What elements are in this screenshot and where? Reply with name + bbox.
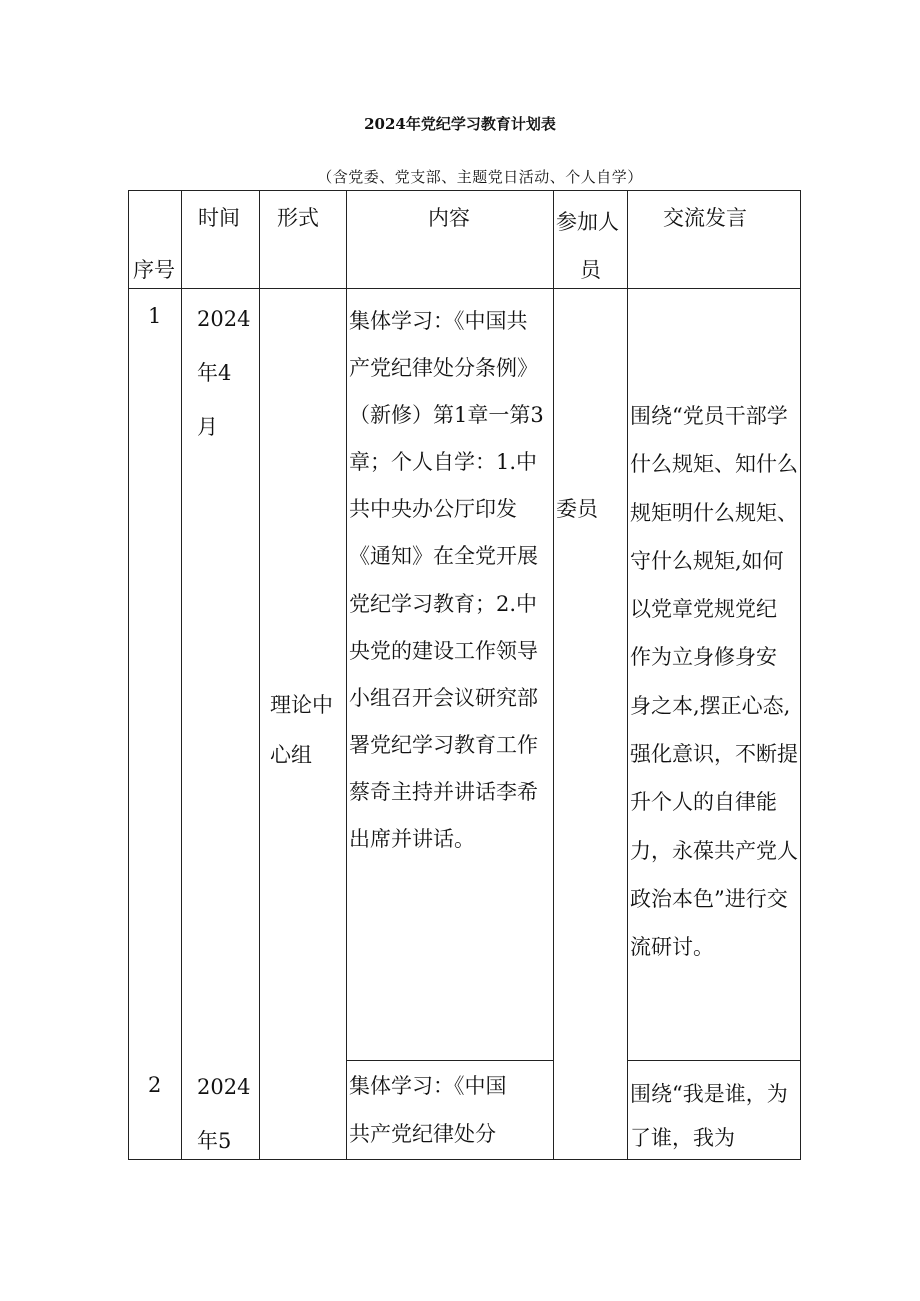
header-time: 时间: [198, 206, 240, 230]
document-title: 2024年党纪学习教育计划表: [364, 115, 556, 133]
header-participants-cont: 员: [580, 258, 601, 282]
header-content: 内容: [428, 206, 470, 230]
row-1-content: 集体学习：《中国共 产党纪律处分条例》 （新修）第1章一第3 章；个人自学：1.中 共中央办公厅印发 《通知》在全党开展 党纪学习教育；2.中 央党的建设工作领导 小组召开会议研究部 署党纪学习教育工作 蔡奇主持并讲话李希 出席并讲话。: [349, 309, 544, 852]
row-1-seq: 1: [148, 304, 162, 328]
header-participants: 参加人: [556, 210, 619, 234]
row-2-speech: 围绕“我是谁，为 了谁，我为: [630, 1082, 788, 1150]
row-2-time: 2024 年5: [197, 1075, 251, 1153]
row-1-time: 2024 年4 月: [197, 307, 251, 439]
column-divider-2: [259, 190, 260, 1160]
table-border-right: [800, 190, 801, 1160]
row-2-seq: 2: [148, 1073, 162, 1097]
header-form: 形式: [277, 206, 319, 230]
column-divider-4: [553, 190, 554, 1160]
row-divider-speech: [627, 1060, 801, 1061]
column-divider-1: [181, 190, 182, 1160]
column-divider-5: [627, 190, 628, 1160]
column-divider-3: [346, 190, 347, 1160]
header-seq: 序号: [133, 258, 175, 282]
table-border-top: [128, 190, 801, 191]
table-header-divider: [128, 288, 801, 289]
document-subtitle: （含党委、党支部、主题党日活动、个人自学）: [317, 168, 643, 186]
row-divider-content: [346, 1060, 553, 1061]
table-border-left: [128, 190, 129, 1160]
row-2-content: 集体学习：《中国 共产党纪律处分: [349, 1074, 507, 1146]
header-speech: 交流发言: [663, 206, 747, 230]
row-1-speech: 围绕“党员干部学 什么规矩、知什么 规矩明什么规矩、 守什么规矩,如何 以党章党规党纪 作为立身修身安 身之本,摆正心态, 强化意识，不断提 升个人的自律能 力，永葆共产党人 政治本色”进行交 流研讨。: [630, 404, 798, 960]
row-1-participants: 委员: [556, 497, 598, 521]
row-1-form: 理论中 心组: [270, 693, 333, 767]
